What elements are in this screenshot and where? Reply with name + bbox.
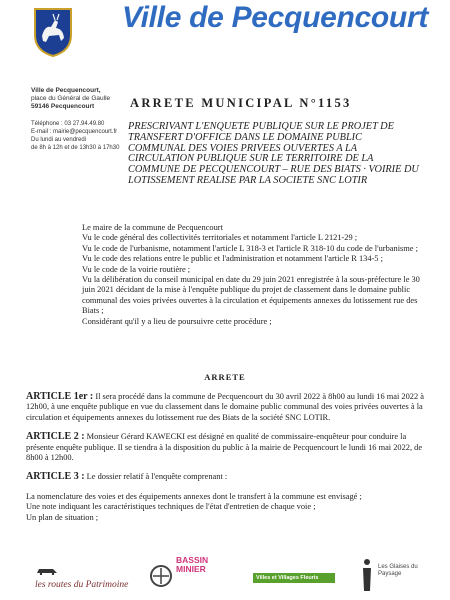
list-item: La nomenclature des voies et des équipements annexes dont le transfert à la commune est envisagé ;	[26, 491, 362, 501]
preamble	[24, 223, 420, 327]
patrimoine-text: les routes du Patrimoine	[35, 580, 129, 590]
address-line: place du Général de Gaulle	[31, 95, 111, 102]
article	[26, 432, 424, 463]
bassin-minier-logo	[176, 556, 208, 574]
car-icon	[35, 565, 59, 575]
hours-line: de 8h à 12h et de 13h30 à 17h30	[31, 145, 120, 151]
preamble-line: Considérant qu'il y a lieu de poursuivre cette procédure ;	[82, 316, 272, 326]
preamble-line: Vu le code général des collectivités territoriales et notamment l'article L 2121-29 ;	[82, 233, 358, 243]
address-line: 59146 Pecquencourt	[31, 103, 95, 110]
article-text: Il sera procédé dans la commune de Pecquencourt du 30 avril 2022 à 8h00 au lundi 16 mai 2022 à 12h00, à une enquête publique en vue du classement dans le domaine public communal des voies privées ouvertes à la circulation et équipements annexes du lotissement rue des Biats de la société SNC LOTIR.	[26, 392, 424, 422]
preamble-line: Vu la délibération du conseil municipal en date du 29 juin 2021 enregistrée à la sous-préfecture le 30 juin 2021 décidant de la mise à l'enquête publique du projet de classement dans le domaine public communal des voies privées ouvertes à la circulation et équipements annexes du lotissement rue des Biats ;	[82, 275, 420, 316]
figure-icon	[360, 558, 374, 592]
email-line: E-mail : mairie@pecquencourt.fr	[31, 129, 118, 135]
decree-title: ARRETE MUNICIPAL N°1153	[130, 96, 352, 110]
list-item: Une note indiquant les caractéristiques techniques de l'état d'entretien de chaque voie ;	[26, 502, 316, 512]
article-label: ARTICLE 2 :	[26, 431, 85, 443]
list-item: Un plan de situation ;	[26, 512, 99, 522]
arrete-heading: ARRETE	[204, 372, 246, 382]
villes-fleuris-logo: Villes et Villages Fleuris	[253, 573, 335, 583]
footer-logos	[0, 548, 450, 600]
article-label: ARTICLE 1er :	[26, 391, 94, 402]
minier-text: MINIER	[176, 564, 206, 574]
town-title: Ville de Pecquencourt	[122, 1, 429, 34]
preamble-line: Le maire de la commune de Pecquencourt	[82, 223, 223, 232]
preamble-line: Vu le code des relations entre le public et l'administration et notamment l'article R 134-5 ;	[82, 254, 383, 264]
unesco-icon	[148, 564, 174, 588]
articles	[26, 392, 424, 523]
article-label: ARTICLE 3 :	[26, 471, 85, 483]
town-crest-logo	[33, 5, 73, 57]
article	[26, 392, 424, 423]
patrimoine-logo	[35, 562, 129, 590]
glaises-paysage-logo: Les Glaises du Paysage	[378, 564, 418, 577]
article-text: Monsieur Gérard KAWECKI est désigné en qualité de commissaire-enquêteur pour conduire la présente enquête publique. Il se tiendra à la disposition du public à la mairie de Pecquencourt le lundi 16 mai 2022, de 8h00 à 12h00.	[26, 432, 423, 463]
town-contact	[31, 120, 119, 152]
address-line: Ville de Pecquencourt,	[31, 87, 101, 94]
decree-subject: PRESCRIVANT L'ENQUETE PUBLIQUE SUR LE PROJET DE TRANSFERT D'OFFICE DANS LE DOMAINE PUBLIC COMMUNAL DES VOIES PRIVEES OUVERTES A LA CIRCULATION PUBLIQUE SUR LE TERRITOIRE DE LA COMMUNE DE PECQUENCOURT – RUE DES BIATS · VOIRIE DU LOTISSEMENT REALISE PAR LA SOCIETE SNC LOTIR	[128, 121, 419, 186]
preamble-line: Vu le code de l'urbanisme, notamment l'article L 318-3 et l'article R 318-10 du code de l'urbanisme ;	[82, 243, 418, 253]
bassin-text: BASSIN	[176, 555, 209, 565]
preamble-line: Vu le code de la voirie routière ;	[82, 264, 191, 274]
town-address	[31, 87, 110, 111]
phone-line: Téléphone : 03 27.94.49.80	[31, 121, 105, 127]
article-text: Le dossier relatif à l'enquête comprenant :	[84, 472, 228, 482]
hours-line: Du lundi au vendredi	[31, 137, 87, 143]
article	[26, 472, 424, 482]
